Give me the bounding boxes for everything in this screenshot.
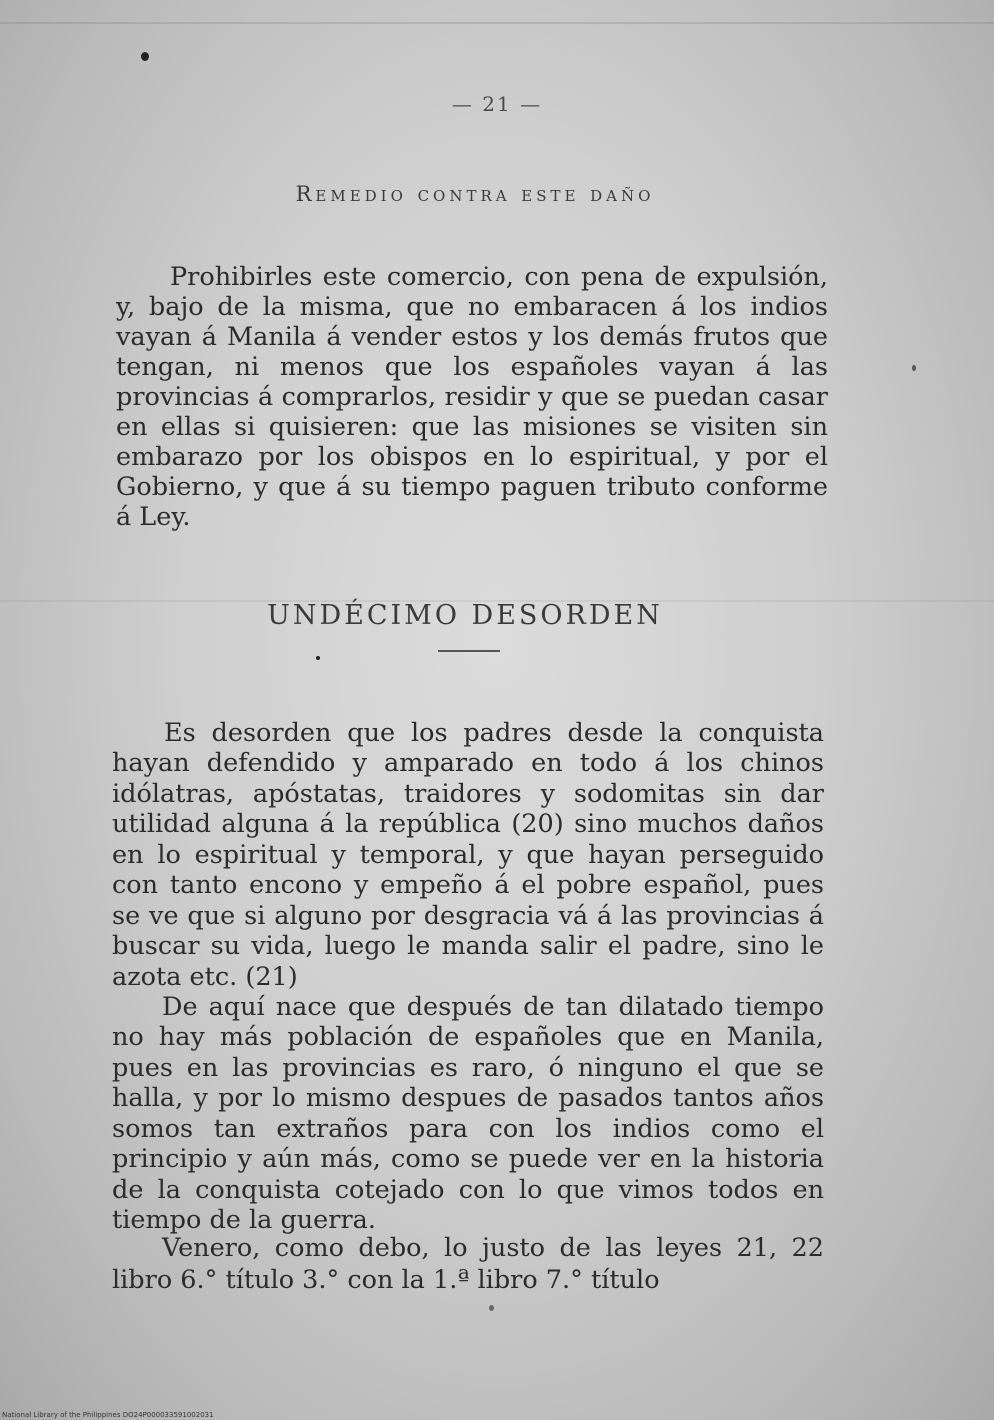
ink-speck (141, 52, 149, 61)
fold-line (0, 22, 994, 24)
archive-footer: National Library of the Philippines DO24P000033591002031 (2, 1411, 214, 1419)
title-rule (438, 650, 500, 652)
ink-speck (489, 1305, 494, 1311)
page-number: — 21 — (451, 92, 543, 116)
ink-speck (316, 656, 320, 660)
paragraph-disorder: Es desorden que los padres desde la conquista hayan defendido y amparado en todo á los chinos idólatras, apóstatas, traidores y sodomitas sin dar utilidad alguna á la república (20) sino muchos daños en lo espiritual y temporal, y que hayan perseguido con tanto encono y empeño á el pobre español, pues se ve que si alguno por desgracia vá á las provincias á buscar su vida, luego le manda salir el padre, sino le azota etc. (21) (112, 717, 824, 992)
paragraph-laws: Venero, como debo, lo justo de las leyes 21, 22 libro 6.° título 3.° con la 1.ª libro 7.° título (112, 1232, 824, 1295)
section-title: Remedio contra este daño (295, 182, 655, 206)
paragraph-remedy: Prohibirles este comercio, con pena de expulsión, y, bajo de la misma, que no embaracen á los indios vayan á Manila á vender estos y los demás frutos que tengan, ni menos que los españoles vayan á las provincias á comprarlos, residir y que se puedan casar en ellas si quisieren: que las misiones se visiten sin embarazo por los obispos en lo espiritual, y por el Gobierno, y que á su tiempo paguen tributo conforme á Ley. (116, 261, 828, 532)
paragraph-consequence: De aquí nace que después de tan dilatado tiempo no hay más población de españoles que en Manila, pues en las provincias es raro, ó ninguno el que se halla, y por lo mismo despues de pasados tantos años somos tan extraños para con los indios como el principio y aún más, como se puede ver en la historia de la conquista cotejado con lo que vimos todos en tiempo de la guerra. (112, 991, 824, 1235)
ink-speck (912, 365, 916, 371)
chapter-title: UNDÉCIMO DESORDEN (267, 600, 663, 631)
